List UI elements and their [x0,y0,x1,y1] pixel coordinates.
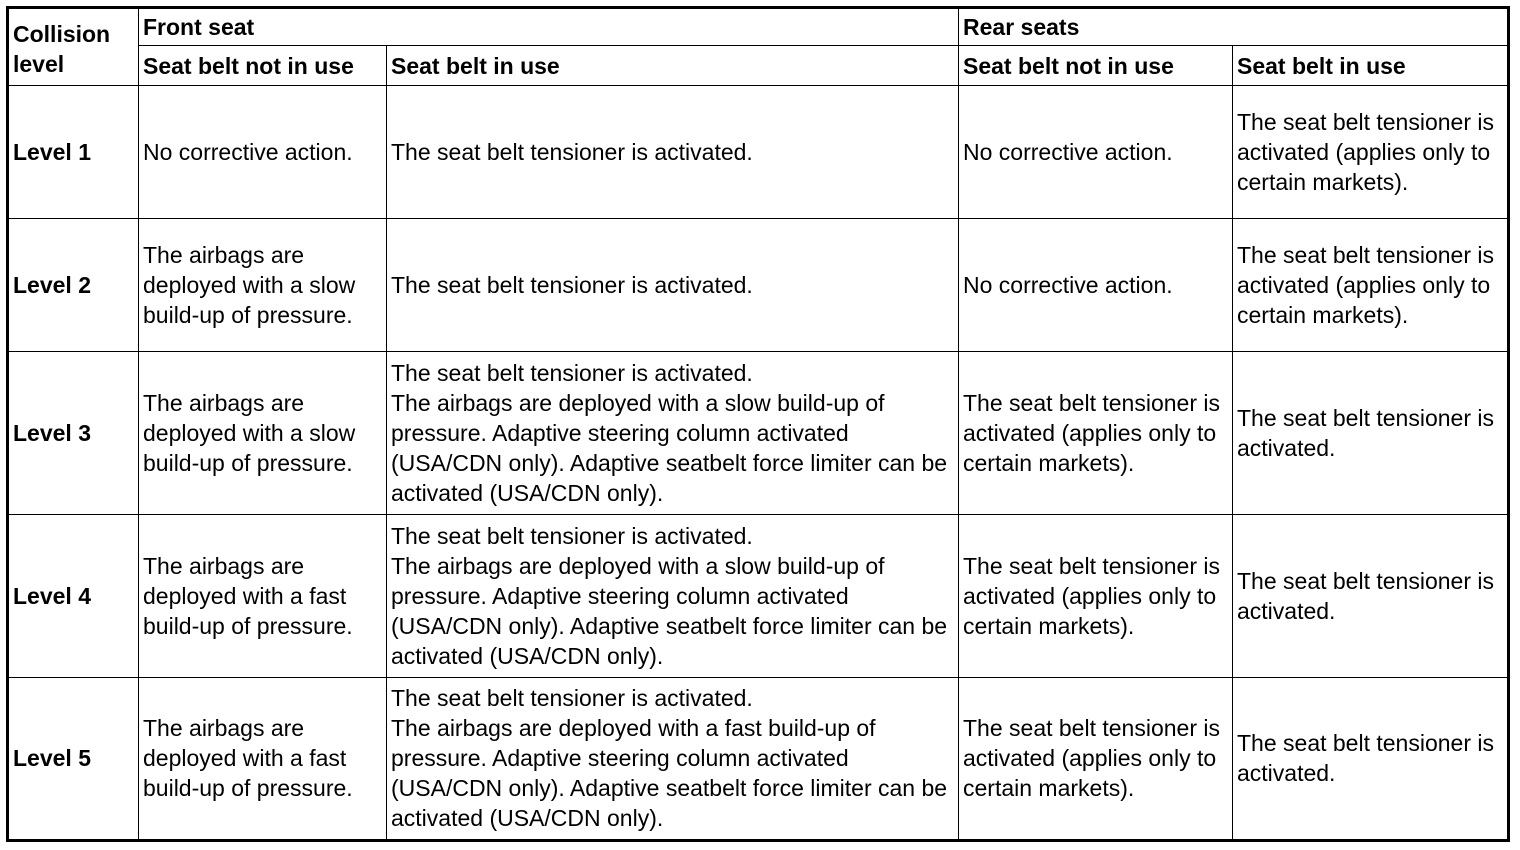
front-in-use-cell [387,514,959,677]
front-in-use-line: The airbags are deployed with a fast build-up of pressure. Adaptive steering column activated (USA/CDN only). Adaptive seatbelt force limiter can be activated (USA/CDN only). [391,715,948,832]
front-in-use-line: The seat belt tensioner is activated. [391,522,753,549]
level-cell: Level 1 [8,86,139,219]
front-not-in-use-cell: No corrective action. [139,86,387,219]
collision-level-table [6,6,1510,842]
front-not-in-use-cell: The airbags are deployed with a fast build-up of pressure. [139,677,387,840]
front-in-use-line: The airbags are deployed with a slow build-up of pressure. Adaptive steering column activated (USA/CDN only). Adaptive seatbelt force limiter can be activated (USA/CDN only). [391,552,948,669]
rear-in-use-cell: The seat belt tensioner is activated (applies only to certain markets). [1233,218,1509,351]
front-in-use-line: The seat belt tensioner is activated. [391,685,753,712]
front-in-use-cell [387,677,959,840]
rear-not-in-use-cell: No corrective action. [959,86,1233,219]
level-cell: Level 4 [8,514,139,677]
front-in-use-line: The seat belt tensioner is activated. [391,271,753,298]
collision-level-header: Collision level [8,8,139,86]
table-row [8,677,1509,840]
front-in-use-line: The seat belt tensioner is activated. [391,359,753,386]
rear-not-in-use-cell: The seat belt tensioner is activated (applies only to certain markets). [959,514,1233,677]
front-in-use-cell [387,351,959,514]
front-in-use-cell [387,218,959,351]
level-cell: Level 3 [8,351,139,514]
table-row [8,351,1509,514]
front-in-use-line: The airbags are deployed with a slow build-up of pressure. Adaptive steering column activated (USA/CDN only). Adaptive seatbelt force limiter can be activated (USA/CDN only). [391,389,948,506]
level-cell: Level 2 [8,218,139,351]
table-row [8,86,1509,219]
rear-belt-not-in-use-header: Seat belt not in use [959,46,1233,86]
front-in-use-line: The seat belt tensioner is activated. [391,138,753,165]
table-row [8,514,1509,677]
rear-in-use-cell: The seat belt tensioner is activated. [1233,514,1509,677]
front-belt-in-use-header: Seat belt in use [387,46,959,86]
header-row-sub [8,46,1509,86]
rear-belt-in-use-header: Seat belt in use [1233,46,1509,86]
level-cell: Level 5 [8,677,139,840]
rear-seats-header: Rear seats [959,8,1509,46]
rear-not-in-use-cell: The seat belt tensioner is activated (applies only to certain markets). [959,351,1233,514]
rear-in-use-cell: The seat belt tensioner is activated. [1233,677,1509,840]
table-row [8,218,1509,351]
front-in-use-cell [387,86,959,219]
rear-in-use-cell: The seat belt tensioner is activated. [1233,351,1509,514]
front-belt-not-in-use-header: Seat belt not in use [139,46,387,86]
front-not-in-use-cell: The airbags are deployed with a fast build-up of pressure. [139,514,387,677]
front-not-in-use-cell: The airbags are deployed with a slow build-up of pressure. [139,351,387,514]
front-seat-header: Front seat [139,8,959,46]
rear-not-in-use-cell: The seat belt tensioner is activated (applies only to certain markets). [959,677,1233,840]
header-row-top [8,8,1509,46]
front-not-in-use-cell: The airbags are deployed with a slow build-up of pressure. [139,218,387,351]
rear-in-use-cell: The seat belt tensioner is activated (applies only to certain markets). [1233,86,1509,219]
rear-not-in-use-cell: No corrective action. [959,218,1233,351]
